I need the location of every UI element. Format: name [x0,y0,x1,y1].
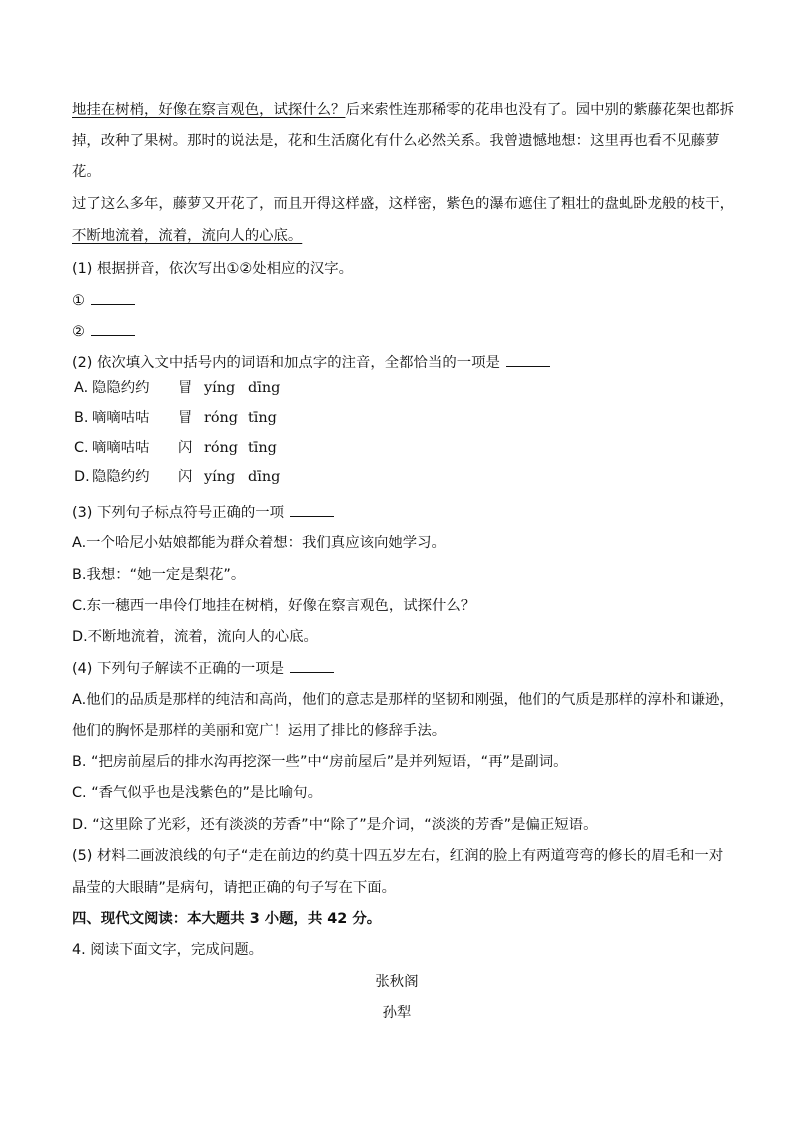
option-row [0,438,794,458]
option-char: 闪 [178,440,193,456]
question-4-prompt [72,658,334,679]
option-word: 嘀嘀咕咕 [92,410,150,426]
option-row [0,378,794,398]
answer-blank[interactable] [506,352,550,367]
question-intro: 4. 阅读下面文字，完成问题。 [72,942,263,958]
question-text: (2) 依次填入文中括号内的词语和加点字的注音，全都恰当的一项是 [72,355,500,371]
answer-blank[interactable] [290,658,334,673]
answer-blank[interactable] [290,502,334,517]
option-b: B.我想：“她一定是梨花”。 [72,567,246,583]
option-c: C. “香气似乎也是浅紫色的”是比喻句。 [72,785,322,801]
section-heading: 四、现代文阅读：本大题共 3 小题，共 42 分。 [72,911,382,927]
option-a: A.他们的品质是那样的纯洁和高尚，他们的意志是那样的坚韧和刚强，他们的气质是那样的淳朴和谦逊， [72,692,734,708]
question-3-prompt [72,502,334,523]
option-pinyin: yíng [204,469,236,485]
answer-line-1 [72,290,135,311]
underlined-sentence: 地挂在树梢，好像在察言观色，试探什么？ [72,102,346,118]
paragraph-line: 掉，改种了果树。那时的说法是，花和生活腐化有什么必然关系。我曾遗憾地想：这里再也看不见藤萝 [72,133,720,149]
option-a: A.一个哈尼小姑娘都能为群众着想：我们真应该向她学习。 [72,535,446,551]
answer-marker: ① [72,293,85,309]
option-word: 嘀嘀咕咕 [92,440,150,456]
answer-marker: ② [72,324,85,340]
option-pinyin: yíng [204,380,236,396]
paragraph-line: 花。 [72,164,101,180]
article-title: 张秋阁 [375,974,419,990]
option-pinyin: tīng [248,410,277,426]
option-letter: D. [74,469,90,485]
option-pinyin: dīng [248,380,281,396]
question-text: (4) 下列句子解读不正确的一项是 [72,661,285,677]
question-2-prompt [72,352,550,373]
option-char: 闪 [178,469,193,485]
text-segment: 后来索性连那稀零的花串也没有了。园中别的紫藤花架也都拆 [345,102,734,118]
option-pinyin: tīng [248,440,277,456]
article-author: 孙犁 [382,1005,412,1021]
option-b: B. “把房前屋后的排水沟再挖深一些”中“房前屋后”是并列短语，“再”是副词。 [72,754,568,770]
option-word: 隐隐约约 [92,469,150,485]
option-row [0,467,794,487]
option-char: 冒 [178,410,193,426]
option-pinyin: dīng [248,469,281,485]
option-row [0,408,794,428]
answer-line-2 [72,321,135,342]
option-a-cont: 他们的胸怀是那样的美丽和宽广！运用了排比的修辞手法。 [72,723,447,739]
question-5-line: (5) 材料二画波浪线的句子“走在前边的约莫十四五岁左右，红润的脸上有两道弯弯的修长的眉毛和一对 [72,848,724,864]
option-d: D. “这里除了光彩，还有淡淡的芳香”中“除了”是介词，“淡淡的芳香”是偏正短语。 [72,817,598,833]
underlined-sentence: 不断地流着，流着，流向人的心底。 [72,228,303,244]
option-word: 隐隐约约 [92,380,150,396]
answer-blank[interactable] [91,321,135,336]
question-text: (3) 下列句子标点符号正确的一项 [72,505,285,521]
option-d: D.不断地流着，流着，流向人的心底。 [72,629,318,645]
option-c: C.东一穗西一串伶仃地挂在树梢，好像在察言观色，试探什么？ [72,598,476,614]
paragraph-line [72,226,302,246]
question-1-prompt: (1) 根据拼音，依次写出①②处相应的汉字。 [72,261,354,277]
paragraph-line [72,100,734,120]
answer-blank[interactable] [91,290,135,305]
option-letter: C. [74,440,89,456]
paragraph-line: 过了这么多年，藤萝又开花了，而且开得这样盛，这样密，紫色的瀑布遮住了粗壮的盘虬卧龙般的枝干， [72,196,734,212]
option-letter: A. [74,380,89,396]
option-letter: B. [74,410,89,426]
option-char: 冒 [178,380,193,396]
question-5-line: 晶莹的大眼睛”是病句，请把正确的句子写在下面。 [72,880,397,896]
option-pinyin: róng [204,440,239,456]
option-pinyin: róng [204,410,239,426]
